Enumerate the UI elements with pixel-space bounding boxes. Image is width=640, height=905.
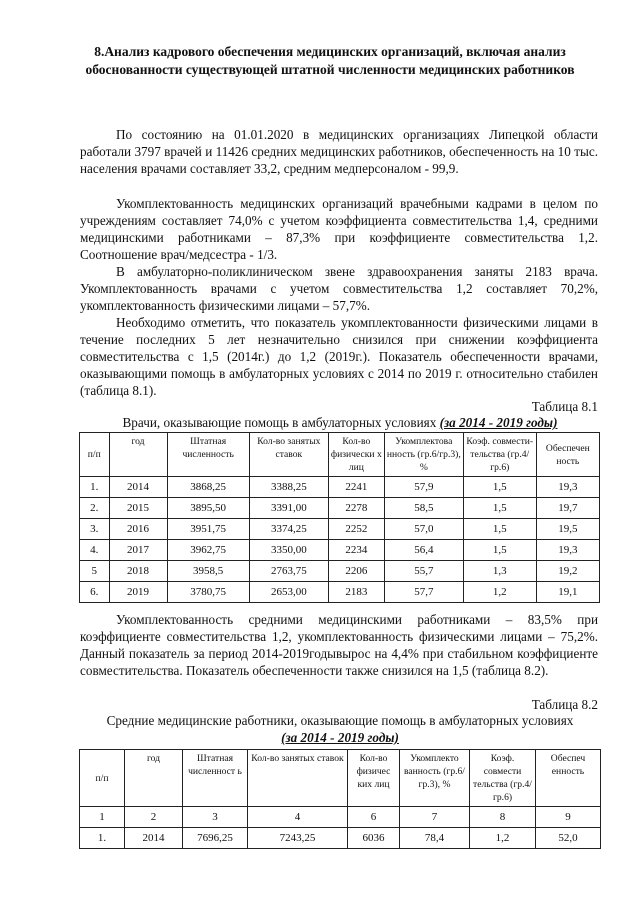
table-cell: 2234 xyxy=(328,540,384,561)
section-heading: 8.Анализ кадрового обеспечения медицинских организаций, включая анализ обоснованности существующей штатной численности медицинских работников xyxy=(85,44,575,77)
table-cell: 1,3 xyxy=(463,561,536,582)
table-cell: 19,5 xyxy=(536,519,599,540)
table-cell: 7 xyxy=(400,807,470,828)
paragraph: Укомплектованность медицинских организаций врачебными кадрами в целом по учреждениям составляет 74,0% с учетом коэффициента совместительства 1,4, средними медицинскими работниками – 87,3% при коэффициенте совместительства 1,2. Соотношение врач/медсестра - 1/3. xyxy=(80,196,598,262)
table-row xyxy=(80,828,601,849)
table-cell: 1. xyxy=(80,477,110,498)
table-cell: 8 xyxy=(470,807,536,828)
table-cell: 3951,75 xyxy=(167,519,249,540)
table-cell: 2015 xyxy=(109,498,167,519)
table-cell: 1,2 xyxy=(463,582,536,603)
table-cell: 2653,00 xyxy=(249,582,328,603)
table-cell: 5 xyxy=(80,561,110,582)
table-cell: 19,3 xyxy=(536,477,599,498)
table-cell: 2252 xyxy=(328,519,384,540)
paragraph: В амбулаторно-поликлиническом звене здравоохранения заняты 2183 врача. Укомплектованность врачами с учетом совместительства 1,2 составляет 70,2%, укомплектованность физическими лицами – 57,7%. xyxy=(80,264,598,313)
table-cell: 3391,00 xyxy=(249,498,328,519)
paragraph: Необходимо отметить, что показатель укомплектованности физическими лицами в течение последних 5 лет незначительно снизился при снижении коэффициента совместительства с 1,5 (2014г.) до 1,2 (2019г.). Показатель обеспеченности врачами, оказывающими помощь в амбулаторных условиях с 2014 по 2019 г. относительно стабилен (таблица 8.1). xyxy=(80,315,598,398)
table-cell: 57,9 xyxy=(384,477,463,498)
header-cell: год xyxy=(109,433,167,477)
table-cell: 56,4 xyxy=(384,540,463,561)
header-cell: Штатная численност ь xyxy=(183,750,248,807)
table-cell: 2017 xyxy=(109,540,167,561)
table-cell: 58,5 xyxy=(384,498,463,519)
table-cell: 2183 xyxy=(328,582,384,603)
table-cell: 3958,5 xyxy=(167,561,249,582)
table-row xyxy=(80,582,600,603)
table-cell: 3780,75 xyxy=(167,582,249,603)
table-label: Таблица 8.1 xyxy=(531,399,598,414)
table-row xyxy=(80,519,600,540)
table-cell: 1. xyxy=(80,828,125,849)
header-cell: п/п xyxy=(80,433,110,477)
table-cell: 3. xyxy=(80,519,110,540)
table-cell: 19,7 xyxy=(536,498,599,519)
header-cell: Кол-во физически х лиц xyxy=(328,433,384,477)
table-label: Таблица 8.2 xyxy=(531,697,598,712)
header-cell: Укомплектова нность (гр.6/гр.3), % xyxy=(384,433,463,477)
table-cell: 3962,75 xyxy=(167,540,249,561)
table-caption xyxy=(80,415,600,431)
table-cell: 6 xyxy=(348,807,400,828)
table-cell: 7243,25 xyxy=(248,828,348,849)
table-row xyxy=(80,561,600,582)
table-caption-text: Врачи, оказывающие помощь в амбулаторных условиях xyxy=(122,415,440,430)
header-cell: год xyxy=(125,750,183,807)
header-cell: п/п xyxy=(80,750,125,807)
table-cell: 6036 xyxy=(348,828,400,849)
header-cell: Кол-во физичес ких лиц xyxy=(348,750,400,807)
staffing-table-doctors xyxy=(79,432,600,603)
table-cell: 52,0 xyxy=(536,828,601,849)
table-header-row xyxy=(80,750,601,807)
table-row xyxy=(80,540,600,561)
header-cell: Коэф. совмести тельства (гр.4/гр.6) xyxy=(470,750,536,807)
table-index-row xyxy=(80,807,601,828)
table-cell: 3895,50 xyxy=(167,498,249,519)
table-cell: 78,4 xyxy=(400,828,470,849)
staffing-table-nurses xyxy=(79,749,601,849)
table-cell: 3350,00 xyxy=(249,540,328,561)
table-cell: 2 xyxy=(125,807,183,828)
table-cell: 2014 xyxy=(109,477,167,498)
table-cell: 1,5 xyxy=(463,498,536,519)
table-cell: 3868,25 xyxy=(167,477,249,498)
table-cell: 2. xyxy=(80,498,110,519)
header-cell: Коэф. совмести- тельства (гр.4/гр.6) xyxy=(463,433,536,477)
table-cell: 4 xyxy=(248,807,348,828)
table-cell: 1,5 xyxy=(463,519,536,540)
header-cell: Кол-во занятых ставок xyxy=(248,750,348,807)
table-cell: 9 xyxy=(536,807,601,828)
table-cell: 3374,25 xyxy=(249,519,328,540)
table-cell: 7696,25 xyxy=(183,828,248,849)
table-cell: 3 xyxy=(183,807,248,828)
table-cell: 2206 xyxy=(328,561,384,582)
table-cell: 4. xyxy=(80,540,110,561)
table-cell: 55,7 xyxy=(384,561,463,582)
paragraph: Укомплектованность средними медицинскими работниками – 83,5% при коэффициенте совместительства 1,2, укомплектованность физическими лицами – 75,2%. Данный показатель за период 2014-2019годывырос на 4,4% при стабильном коэффициенте совместительства. Показатель обеспеченности также снизился на 1,5 (таблица 8.2). xyxy=(80,612,598,678)
table-cell: 2016 xyxy=(109,519,167,540)
table-row xyxy=(80,477,600,498)
table-row xyxy=(80,498,600,519)
table-cell: 6. xyxy=(80,582,110,603)
table-cell: 1,5 xyxy=(463,540,536,561)
table-caption-period: (за 2014 - 2019 годы) xyxy=(439,415,558,430)
header-cell: Обеспеч енность xyxy=(536,750,601,807)
header-cell: Кол-во занятых ставок xyxy=(249,433,328,477)
table-cell: 3388,25 xyxy=(249,477,328,498)
table-cell: 57,7 xyxy=(384,582,463,603)
header-cell: Штатная численность xyxy=(167,433,249,477)
table-cell: 1,2 xyxy=(470,828,536,849)
table-cell: 2278 xyxy=(328,498,384,519)
paragraph: По состоянию на 01.01.2020 в медицинских организациях Липецкой области работали 3797 врачей и 11426 средних медицинских работников, обеспеченность на 10 тыс. населения врачами составляет 33,2, средним медперсоналом - 99,9. xyxy=(80,127,598,176)
table-cell: 19,1 xyxy=(536,582,599,603)
header-cell: Укомплекто ванность (гр.6/гр.3), % xyxy=(400,750,470,807)
table-cell: 2763,75 xyxy=(249,561,328,582)
table-cell: 1,5 xyxy=(463,477,536,498)
table-caption: Средние медицинские работники, оказывающие помощь в амбулаторных условиях xyxy=(106,713,574,728)
table-cell: 19,2 xyxy=(536,561,599,582)
table-cell: 2019 xyxy=(109,582,167,603)
table-header-row xyxy=(80,433,600,477)
table-cell: 2014 xyxy=(125,828,183,849)
table-cell: 57,0 xyxy=(384,519,463,540)
table-cell: 2241 xyxy=(328,477,384,498)
table-caption-period: (за 2014 - 2019 годы) xyxy=(281,730,399,745)
header-cell: Обеспечен ность xyxy=(536,433,599,477)
table-cell: 2018 xyxy=(109,561,167,582)
table-cell: 19,3 xyxy=(536,540,599,561)
table-cell: 1 xyxy=(80,807,125,828)
